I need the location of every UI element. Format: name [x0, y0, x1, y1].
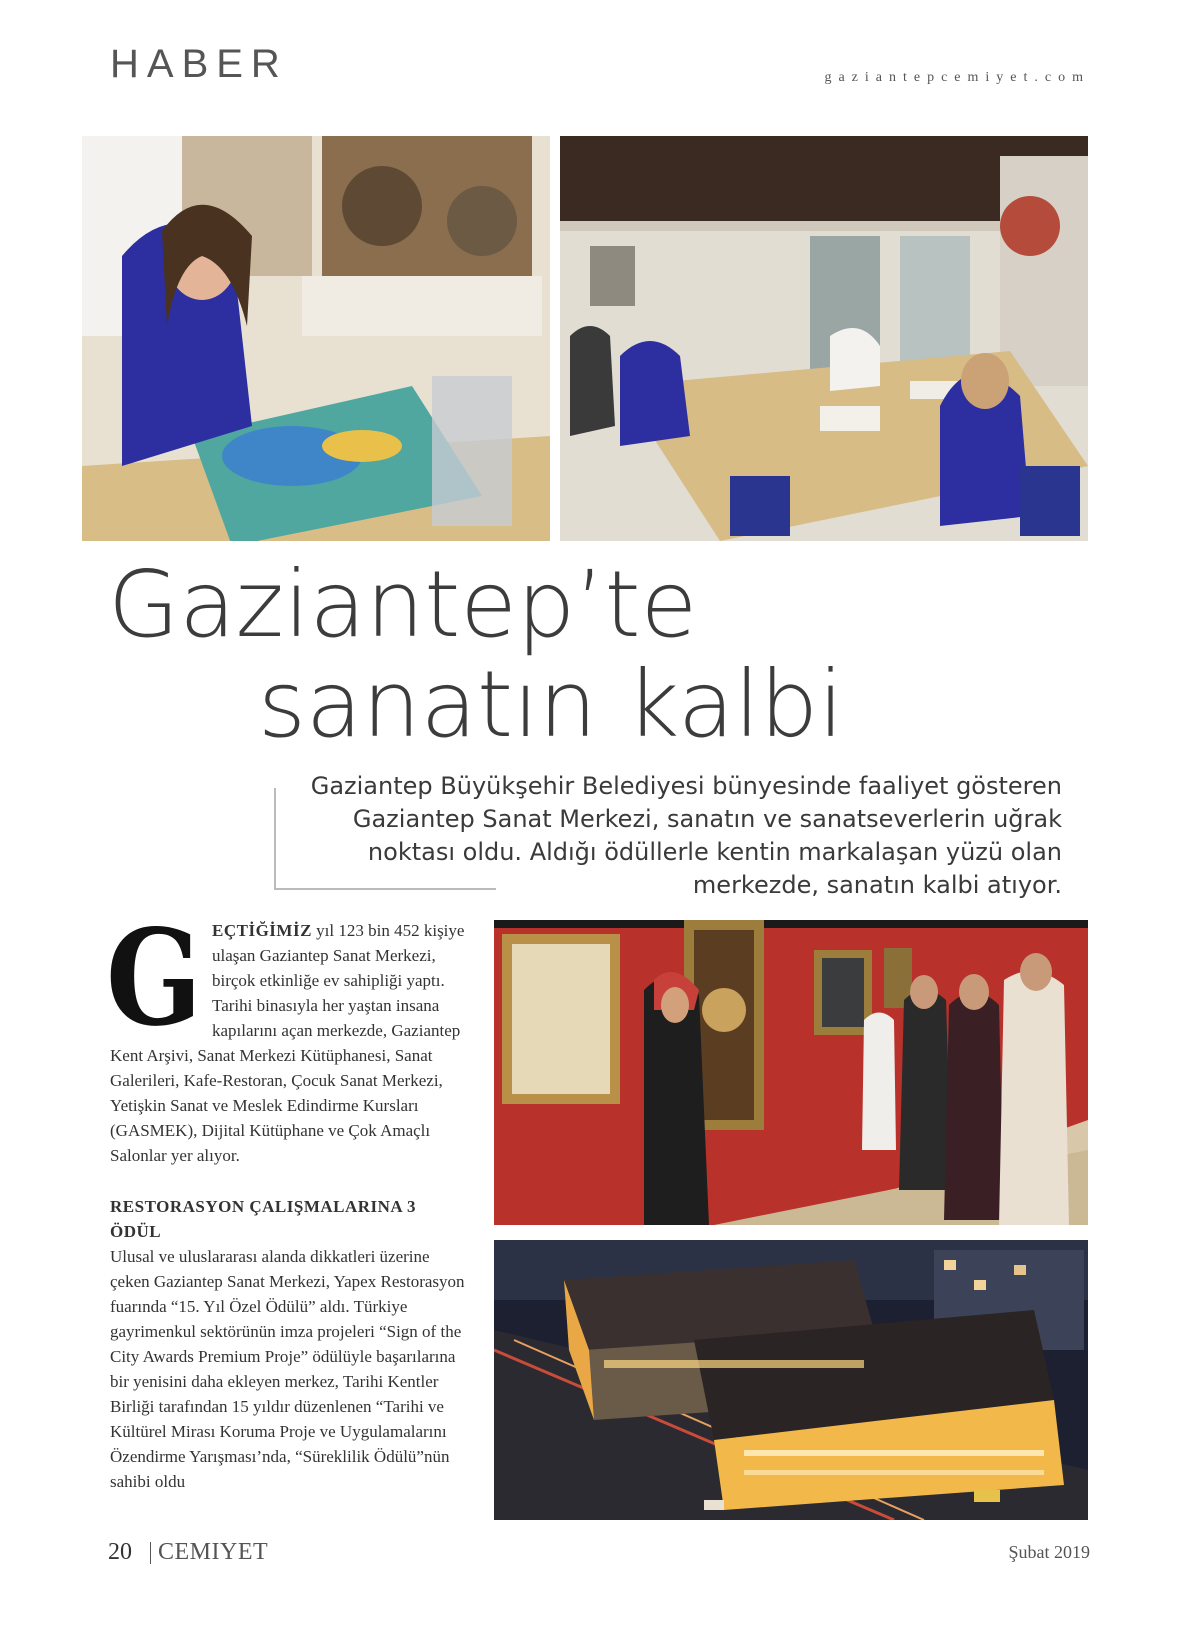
headline-line-2: sanatın kalbi	[258, 651, 844, 758]
article-body	[106, 901, 470, 1494]
paragraph-1-text: yıl 123 bin 452 kişiye ulaşan Gaziantep Sanat Merkezi, birçok etkinliğe ev sahipliği yaptı. Tarihi binasıyla her yaştan insana kapılarını açan merkezde, Gaziantep Kent Arşivi, Sanat Merkezi Kütüphanesi, Sanat Galerileri, Kafe-Restoran, Çocuk Sanat Merkezi, Yetişkin Sanat ve Meslek Edindirme Kursları (GASMEK), Dijital Kütüphane ve Çok Amaçlı Salonlar yer alıyor.	[110, 921, 465, 1165]
headline-line-1: Gaziantep’te	[108, 551, 698, 658]
paragraph-2: Ulusal ve uluslararası alanda dikkatleri üzerine çeken Gaziantep Sanat Merkezi, Yapex Restorasyon fuarında “15. Yıl Özel Ödülü” aldı. Türkiye gayrimenkul sektörünün imza projeleri “Sign of the City Awards Premium Proje” ödülüyle başarılarına bir yenisini daha ekleyen merkez, Tarihi Kentler Birliği tarafından 15 yıldır düzenlenen “Tarihi ve Kültürel Mirası Koruma Proje ve Uygulamalarını Özendirme Yarışması’nda, “Süreklilik Ödülü”nün sahibi oldu	[110, 1247, 465, 1491]
photo-mosaic-artist	[82, 136, 550, 541]
page-number: 20	[108, 1539, 132, 1565]
site-url[interactable]: gaziantepcemiyet.com	[824, 70, 1090, 85]
footer-divider	[150, 1542, 151, 1564]
dropcap: G	[106, 901, 202, 1056]
subheading: RESTORASYON ÇALIŞMALARINA 3 ÖDÜL	[110, 1197, 417, 1241]
section-label: HABER	[110, 42, 288, 86]
photo-workshop-class	[560, 136, 1088, 541]
photo-gallery-visit	[494, 920, 1088, 1225]
magazine-name: CEMIYET	[158, 1539, 269, 1565]
issue-date: Şubat 2019	[1008, 1542, 1090, 1562]
photo-building-night	[494, 1240, 1088, 1520]
article-lead: Gaziantep Büyükşehir Belediyesi bünyesinde faaliyet gösteren Gaziantep Sanat Merkezi, sanatın ve sanatseverlerin uğrak noktası oldu. Aldığı ödüllerle kentin markalaşan yüzü olan merkezde, sanatın kalbi atıyor.	[310, 772, 1062, 899]
lead-word: EÇTİĞİMİZ	[212, 921, 312, 940]
